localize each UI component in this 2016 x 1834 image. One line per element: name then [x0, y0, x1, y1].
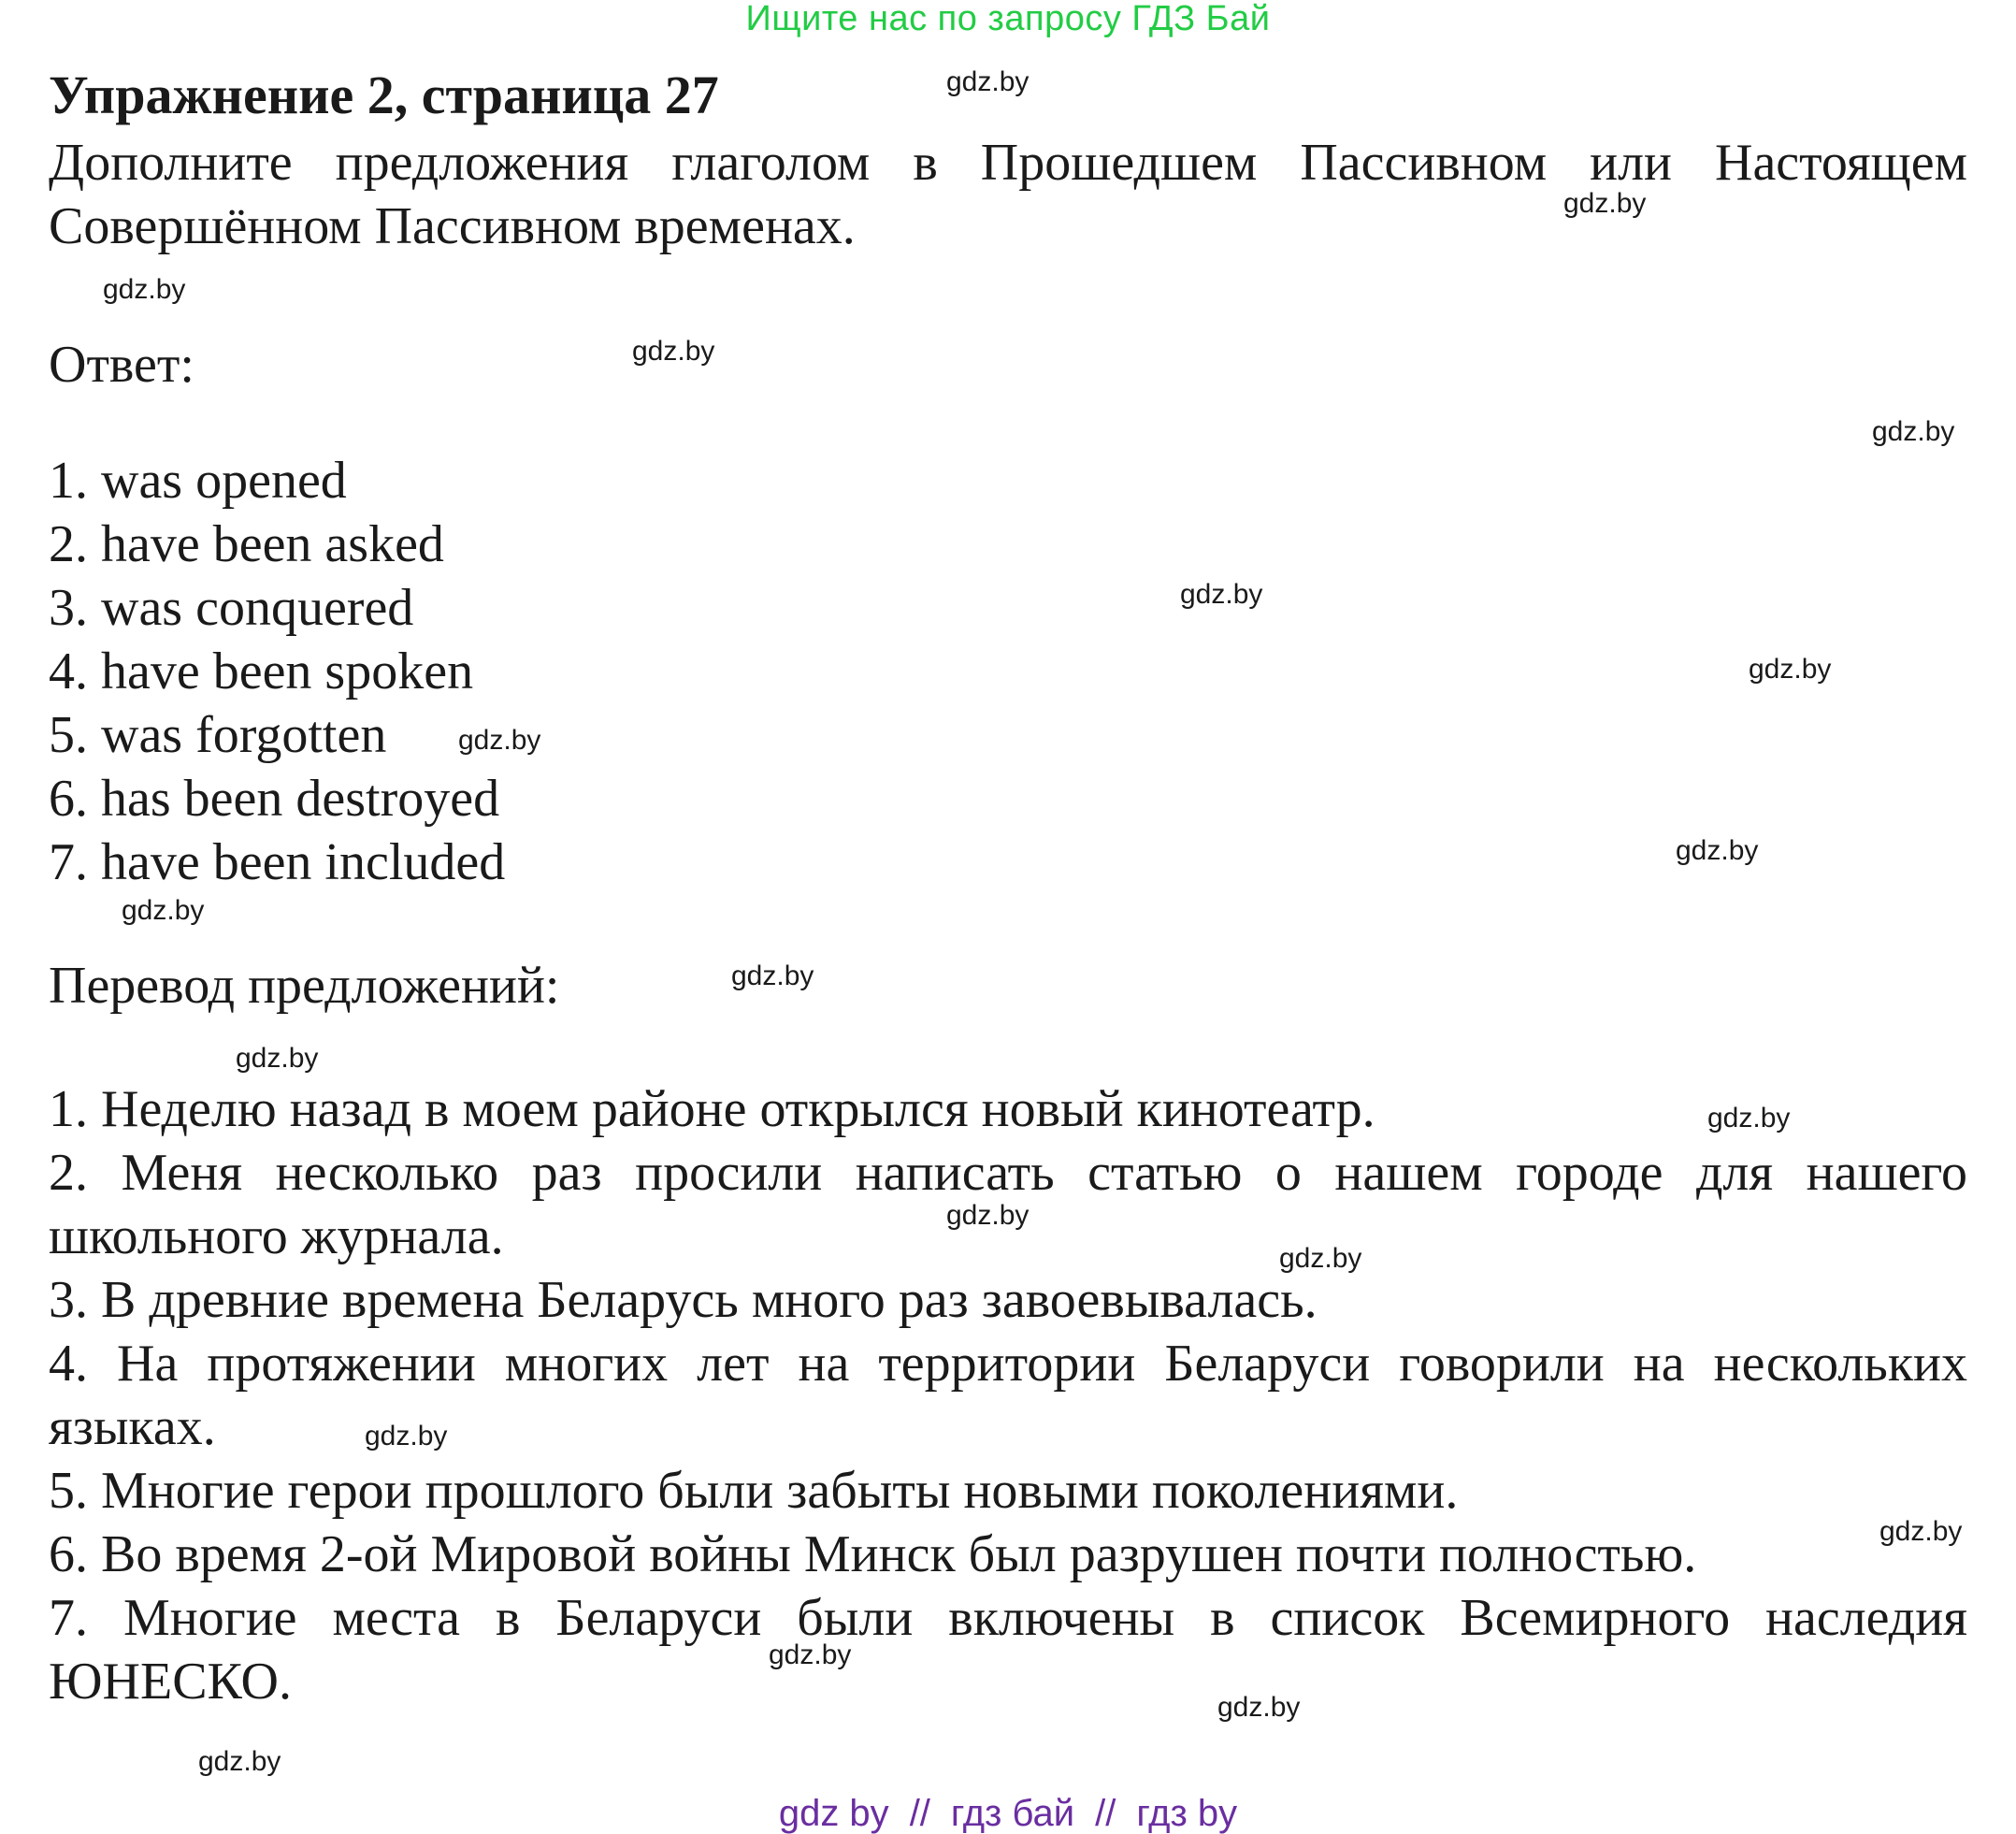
footer-link-gdz-by[interactable]: gdz by: [778, 1793, 889, 1834]
watermark: gdz.by: [731, 960, 814, 991]
answer-item: 3. was conquered: [49, 579, 414, 637]
answer-item: 2. have been asked: [49, 515, 444, 573]
translation-item: 4. На протяжении многих лет на территории Беларуси говорили на нескольких языках.: [49, 1335, 1967, 1456]
translations-list: [49, 1077, 1967, 1713]
answers-list: [49, 449, 1967, 894]
footer-separator: //: [909, 1793, 930, 1834]
footer-separator: //: [1095, 1793, 1116, 1834]
translation-item: 3. В древние времена Беларусь много раз завоевывалась.: [49, 1271, 1318, 1329]
translation-item: 5. Многие герои прошлого были забыты новыми поколениями.: [49, 1462, 1459, 1520]
answer-item: 1. was opened: [49, 452, 347, 510]
watermark: gdz.by: [365, 1421, 448, 1451]
translation-item: 6. Во время 2-ой Мировой войны Минск был разрушен почти полностью.: [49, 1525, 1697, 1583]
answer-label: Ответ:: [49, 336, 194, 394]
footer-link-gdz-bai[interactable]: гдз бай: [950, 1793, 1075, 1834]
footer-link-gdz-by-ru[interactable]: гдз by: [1136, 1793, 1238, 1834]
watermark: gdz.by: [769, 1639, 852, 1670]
translation-item: 1. Неделю назад в моем районе открылся новый кинотеатр.: [49, 1080, 1375, 1138]
watermark: gdz.by: [946, 66, 1030, 97]
watermark: gdz.by: [198, 1746, 281, 1777]
task-text: Дополните предложения глаголом в Прошедшем Пассивном или Настоящем Совершённом Пассивном временах.: [49, 134, 1967, 255]
watermark: gdz.by: [458, 725, 541, 756]
watermark: gdz.by: [122, 895, 205, 926]
answer-item: 6. has been destroyed: [49, 770, 500, 828]
page-title: Упражнение 2, страница 27: [49, 65, 719, 125]
top-banner: [0, 0, 2016, 37]
watermark: gdz.by: [1749, 654, 1832, 685]
footer-banner: [0, 1794, 2016, 1833]
answer-item: 7. have been included: [49, 833, 506, 891]
watermark: gdz.by: [1872, 416, 1955, 447]
watermark: gdz.by: [946, 1200, 1030, 1231]
watermark: gdz.by: [632, 336, 715, 367]
watermark: gdz.by: [1707, 1103, 1791, 1134]
watermark: gdz.by: [1279, 1243, 1362, 1274]
answer-item: 5. was forgotten: [49, 706, 387, 764]
watermark: gdz.by: [1563, 188, 1647, 219]
watermark: gdz.by: [1676, 835, 1759, 866]
translation-item: 2. Меня несколько раз просили написать статью о нашем городе для нашего школьного журнала.: [49, 1144, 1967, 1265]
watermark: gdz.by: [1180, 579, 1263, 610]
translation-label: Перевод предложений:: [49, 957, 560, 1015]
document-body: [49, 60, 1967, 1713]
watermark: gdz.by: [1879, 1516, 1963, 1547]
watermark: gdz.by: [236, 1043, 319, 1074]
watermark: gdz.by: [1217, 1692, 1301, 1723]
watermark: gdz.by: [103, 274, 186, 305]
answer-item: 4. have been spoken: [49, 643, 474, 700]
banner-text: Ищите нас по запросу ГДЗ Бай: [745, 0, 1271, 38]
translation-item: 7. Многие места в Беларуси были включены в список Всемирного наследия ЮНЕСКО.: [49, 1589, 1967, 1711]
